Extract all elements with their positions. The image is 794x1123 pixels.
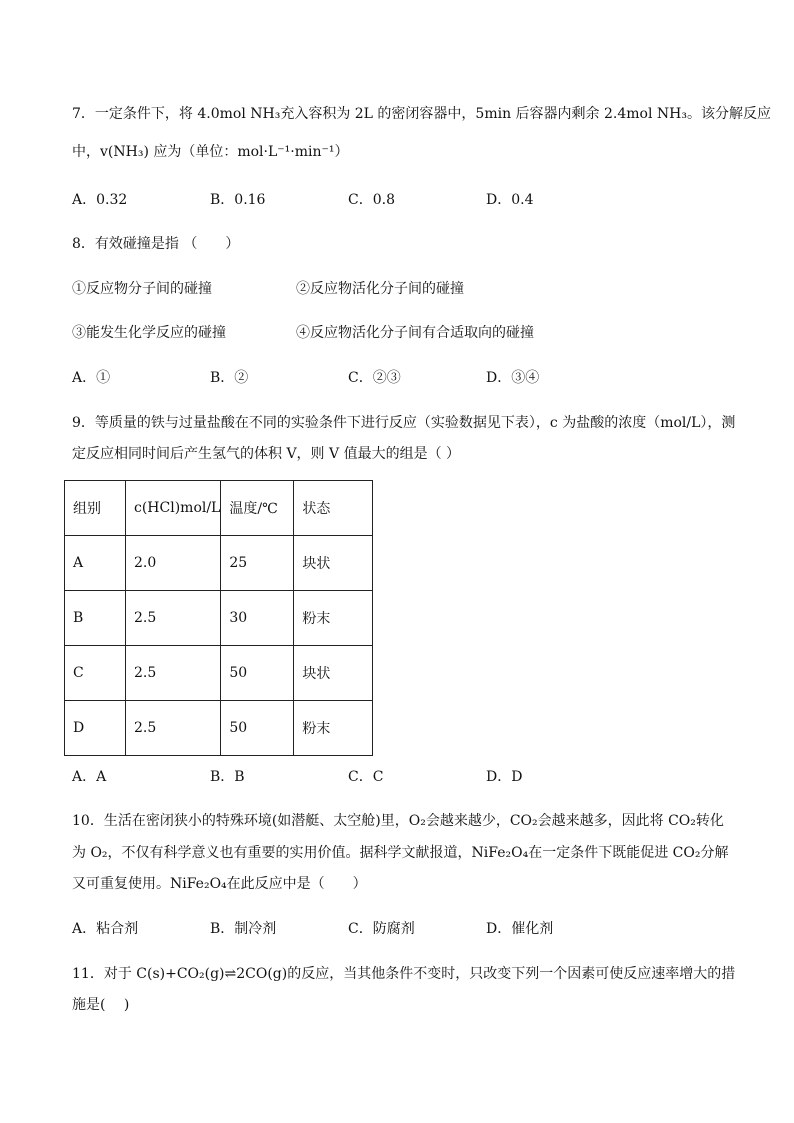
q8-item-4: ④反应物活化分子间有合适取向的碰撞 [296,325,534,341]
table-cell: 2.0 [126,536,221,591]
q9-stem-line1: 9．等质量的铁与过量盐酸在不同的实验条件下进行反应（实验数据见下表），c 为盐酸的浓度（mol/L），测 [72,415,736,431]
q11-stem-line2: 施是( ) [72,997,130,1013]
table-row [65,701,373,756]
q9-option-d: D．D [486,769,523,785]
q8-item-2: ②反应物活化分子间的碰撞 [296,281,464,297]
q7-option-c: C．0.8 [348,192,395,208]
table-cell: D [65,701,126,756]
table-cell: C [65,646,126,701]
table-header-cell: 温度/℃ [221,481,294,536]
table-cell: 2.5 [126,701,221,756]
table-cell: 块状 [294,536,373,591]
table-cell: 2.5 [126,646,221,701]
q8-option-c: C．②③ [348,370,401,386]
q10-option-d: D．催化剂 [486,921,554,937]
q10-option-a: A．粘合剂 [72,921,139,937]
table-cell: 粉末 [294,591,373,646]
q7-stem-line2: 中，v(NH₃) 应为（单位：mol·L⁻¹·min⁻¹） [72,144,349,160]
q10-stem-line1: 10．生活在密闭狭小的特殊环境(如潜艇、太空舱)里，O₂会越来越少，CO₂会越来越多，因此将 CO₂转化 [72,813,724,829]
q10-stem-line2: 为 O₂，不仅有科学意义也有重要的实用价值。据科学文献报道，NiFe₂O₄在一定条件下既能促进 CO₂分解 [72,845,729,861]
table-cell: 50 [221,701,294,756]
q9-option-a: A．A [72,769,107,785]
q8-option-a: A．① [72,370,111,386]
q9-option-c: C．C [348,769,384,785]
table-header-cell: 状态 [294,481,373,536]
table-row [65,536,373,591]
table-cell: 2.5 [126,591,221,646]
table-header-row [65,481,373,536]
table-row [65,646,373,701]
table-cell: A [65,536,126,591]
table-header-cell: c(HCl)mol/L [126,481,221,536]
table-row [65,591,373,646]
table-header-cell: 组别 [65,481,126,536]
table-cell: 50 [221,646,294,701]
q7-option-a: A．0.32 [72,192,128,208]
q10-option-c: C．防腐剂 [348,921,415,937]
table-cell: 30 [221,591,294,646]
q9-option-b: B．B [210,769,245,785]
q10-stem-line3: 又可重复使用。NiFe₂O₄在此反应中是（ ） [72,876,367,892]
table-cell: 块状 [294,646,373,701]
q8-stem: 8．有效碰撞是指 （ ） [72,236,240,252]
q8-option-d: D．③④ [486,370,540,386]
q10-option-b: B．制冷剂 [210,921,277,937]
q8-option-b: B．② [210,370,249,386]
experiment-table [64,480,373,756]
table-cell: B [65,591,126,646]
q8-item-3: ③能发生化学反应的碰撞 [72,325,226,341]
q9-stem-line2: 定反应相同时间后产生氢气的体积 V，则 V 值最大的组是（ ） [72,446,461,462]
q7-option-d: D．0.4 [486,192,534,208]
q11-stem-line1: 11．对于 C(s)+CO₂(g)⇌2CO(g)的反应，当其他条件不变时，只改变下列一个因素可使反应速率增大的措 [72,966,736,982]
q7-stem-line1: 7．一定条件下，将 4.0mol NH₃充入容积为 2L 的密闭容器中，5min 后容器内剩余 2.4mol NH₃。该分解反应 [72,106,771,122]
table-cell: 25 [221,536,294,591]
table-cell: 粉末 [294,701,373,756]
q8-item-1: ①反应物分子间的碰撞 [72,281,212,297]
q7-option-b: B．0.16 [210,192,266,208]
